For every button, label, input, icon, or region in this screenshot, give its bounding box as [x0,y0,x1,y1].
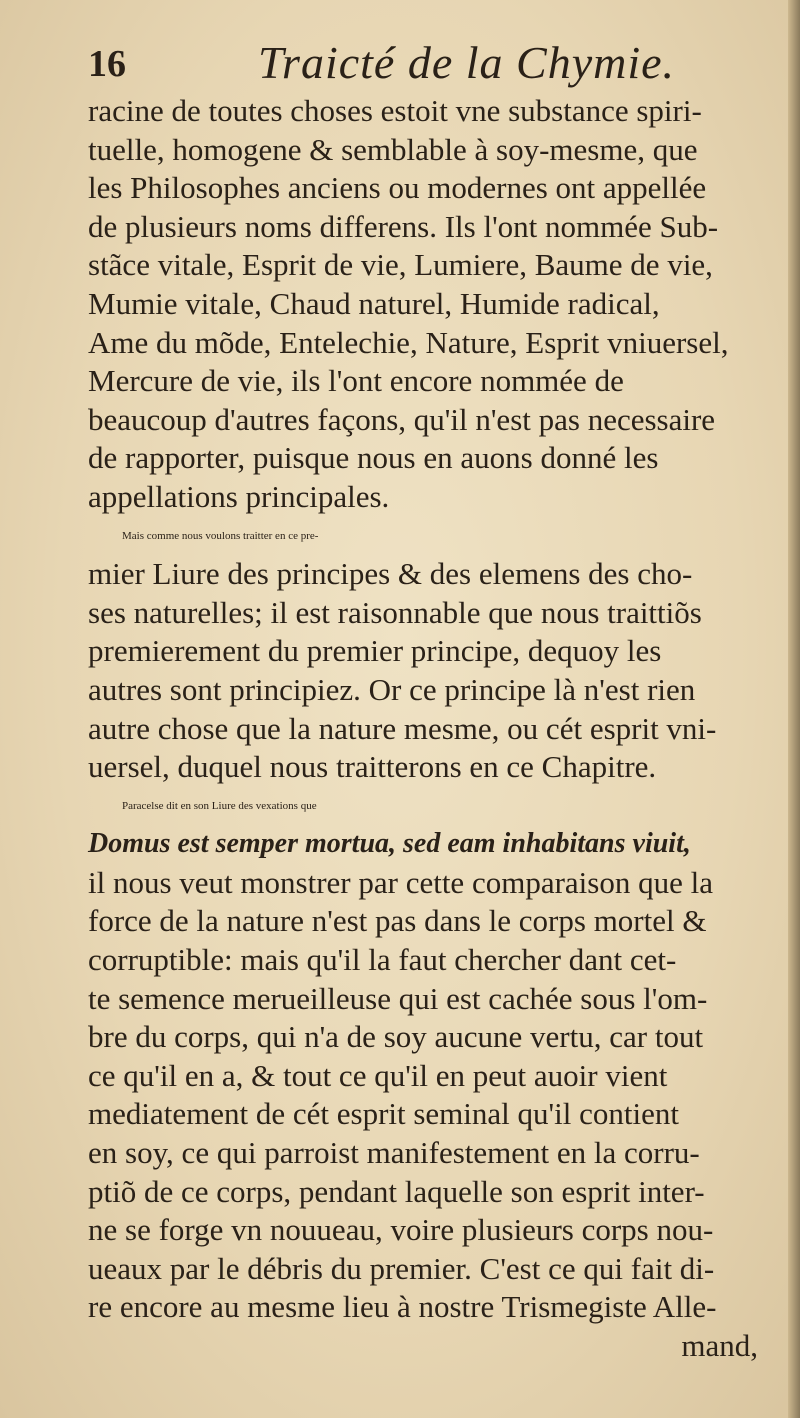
text-line: premierement du premier principe, dequoy les [88,633,662,669]
text-line: ptiõ de ce corps, pendant laquelle son esprit inter- [88,1173,705,1209]
text-line: autre chose que la nature mesme, ou cét esprit vni- [88,710,717,746]
text-line: Mercure de vie, ils l'ont encore nommée de [88,363,624,399]
text-line: appellations principales. [88,478,390,514]
text-line: ses naturelles; il est raisonnable que nous traittiõs [88,594,702,630]
text-line: ce qu'il en a, & tout ce qu'il en peut auoir vient [88,1057,668,1093]
text-line: ueaux par le débris du premier. C'est ce qui fait di- [88,1250,715,1286]
text-line: Ame du mõde, Entelechie, Nature, Esprit vniuersel, [88,324,729,360]
text-line: racine de toutes choses estoit vne substance spiri- [88,93,702,128]
paragraph-start-line: Paracelse dit en son Liure des vexations que [122,799,317,812]
text-line: re encore au mesme lieu à nostre Trismegiste Alle- [88,1289,717,1325]
text-line: mier Liure des principes & des elemens des cho- [88,556,693,592]
text-line: il nous veut monstrer par cette comparaison que la [88,864,713,900]
text-line: stãce vitale, Esprit de vie, Lumiere, Baume de vie, [88,247,713,283]
text-line: te semence merueilleuse qui est cachée sous l'om- [88,980,708,1016]
text-line: de plusieurs noms differens. Ils l'ont nommée Sub- [88,208,719,244]
text-line: force de la nature n'est pas dans le corps mortel & [88,903,707,939]
page-header [88,30,768,92]
catchword-line: mand, [681,1328,758,1363]
running-title: Traicté de la Chymie. [258,37,676,88]
text-line: en soy, ce qui parroist manifestement en la corru- [88,1135,700,1171]
paragraph-start-line: Mais comme nous voulons traitter en ce pre- [122,529,319,542]
text-line: bre du corps, qui n'a de soy aucune vertu, car tout [88,1019,704,1055]
text-line: autres sont principiez. Or ce principe là n'est rien [88,671,696,707]
text-line: ne se forge vn nouueau, voire plusieurs corps nou- [88,1212,714,1248]
page-gutter-shadow [788,0,800,1418]
text-line: de rapporter, puisque nous en auons donné les [88,440,659,476]
text-line: tuelle, homogene & semblable à soy-mesme, que [88,131,698,167]
latin-quote-line: Domus est semper mortua, sed eam inhabitans viuit, [88,828,691,860]
text-line: corruptible: mais qu'il la faut chercher dant cet- [88,942,677,978]
text-line: Mumie vitale, Chaud naturel, Humide radical, [88,285,660,321]
text-line: les Philosophes anciens ou modernes ont appellée [88,170,707,206]
page-number: 16 [88,43,126,85]
text-line: beaucoup d'autres façons, qu'il n'est pas necessaire [88,401,716,437]
body-text [88,92,768,1366]
text-line: uersel, duquel nous traitterons en ce Chapitre. [88,749,657,785]
text-line: mediatement de cét esprit seminal qu'il contient [88,1096,679,1132]
